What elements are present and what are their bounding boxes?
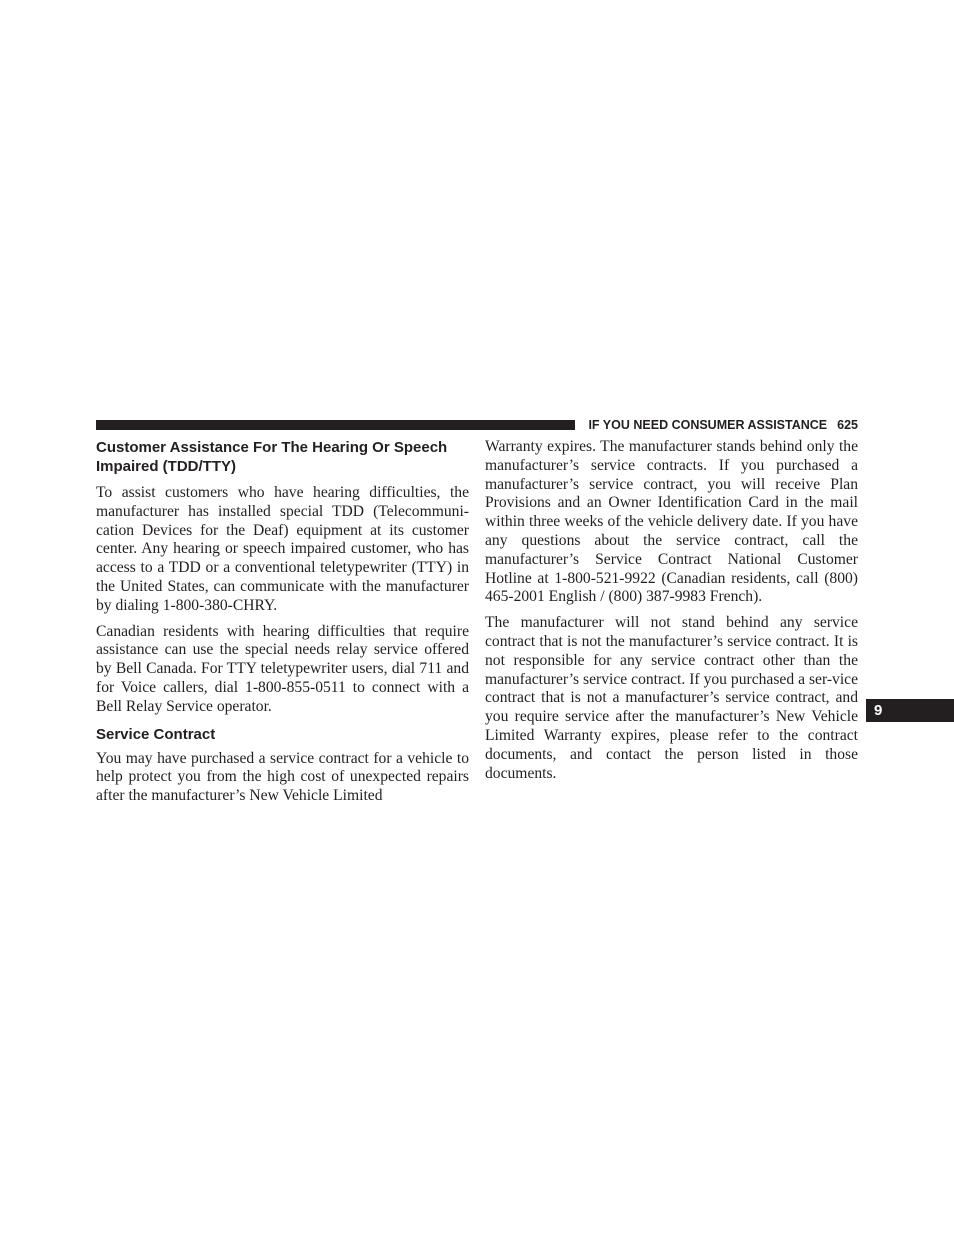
paragraph-warranty-expires: Warranty expires. The manufacturer stands behind only the manufacturer’s service contracts. If you purchased a manufacturer’s service contract, you will receive Plan Provisions and an Owner Identification Card in the mail within three weeks of the vehicle delivery date. If you have any questions about the service contract, call the manufacturer’s Service Contract National Customer Hotline at 1-800-521-9922 (Canadian residents, call (800) 465-2001 English / (800) 387-9983 French).: [485, 438, 858, 606]
heading-service-contract: Service Contract: [96, 725, 216, 743]
paragraph-non-manufacturer-contract: The manufacturer will not stand behind any service contract that is not the manufacturer’s service contract. It is not responsible for any service contract other than the manufacturer’s service contract. If you purchased a ser-vice contract that is not a manufacturer’s service contract, and you require service after the manufacturer’s New Vehicle Limited Warranty expires, please refer to the contract documents, and contact the person listed in those documents.: [485, 614, 858, 782]
paragraph-tdd-equipment: To assist customers who have hearing difficulties, the manufacturer has installed special TDD (Telecommuni-cation Devices for the Deaf) equipment at its customer center. Any hearing or speech impaired customer, who has access to a TDD or a conventional teletypewriter (TTY) in the United States, can communicate with the manufacturer by dialing 1-800-380-CHRY.: [96, 484, 469, 614]
paragraph-canadian-relay: Canadian residents with hearing difficulties that require assistance can use the special needs relay service offered by Bell Canada. For TTY teletypewriter users, dial 711 and for Voice callers, dial 1-800-855-0511 to connect with a Bell Relay Service operator.: [96, 622, 469, 715]
running-header: [580, 416, 858, 434]
left-column: [96, 438, 469, 806]
header-rule: [96, 420, 575, 430]
page-number: 625: [837, 418, 858, 432]
section-title: IF YOU NEED CONSUMER ASSISTANCE: [588, 418, 828, 432]
right-column: [485, 438, 858, 783]
paragraph-service-contract-intro: You may have purchased a service contract for a vehicle to help protect you from the high cost of unexpected repairs after the manufacturer’s New Vehicle Limited: [96, 749, 469, 805]
heading-tdd-tty: Customer Assistance For The Hearing Or Speech Impaired (TDD/TTY): [96, 439, 448, 475]
chapter-tab: 9: [866, 699, 954, 722]
